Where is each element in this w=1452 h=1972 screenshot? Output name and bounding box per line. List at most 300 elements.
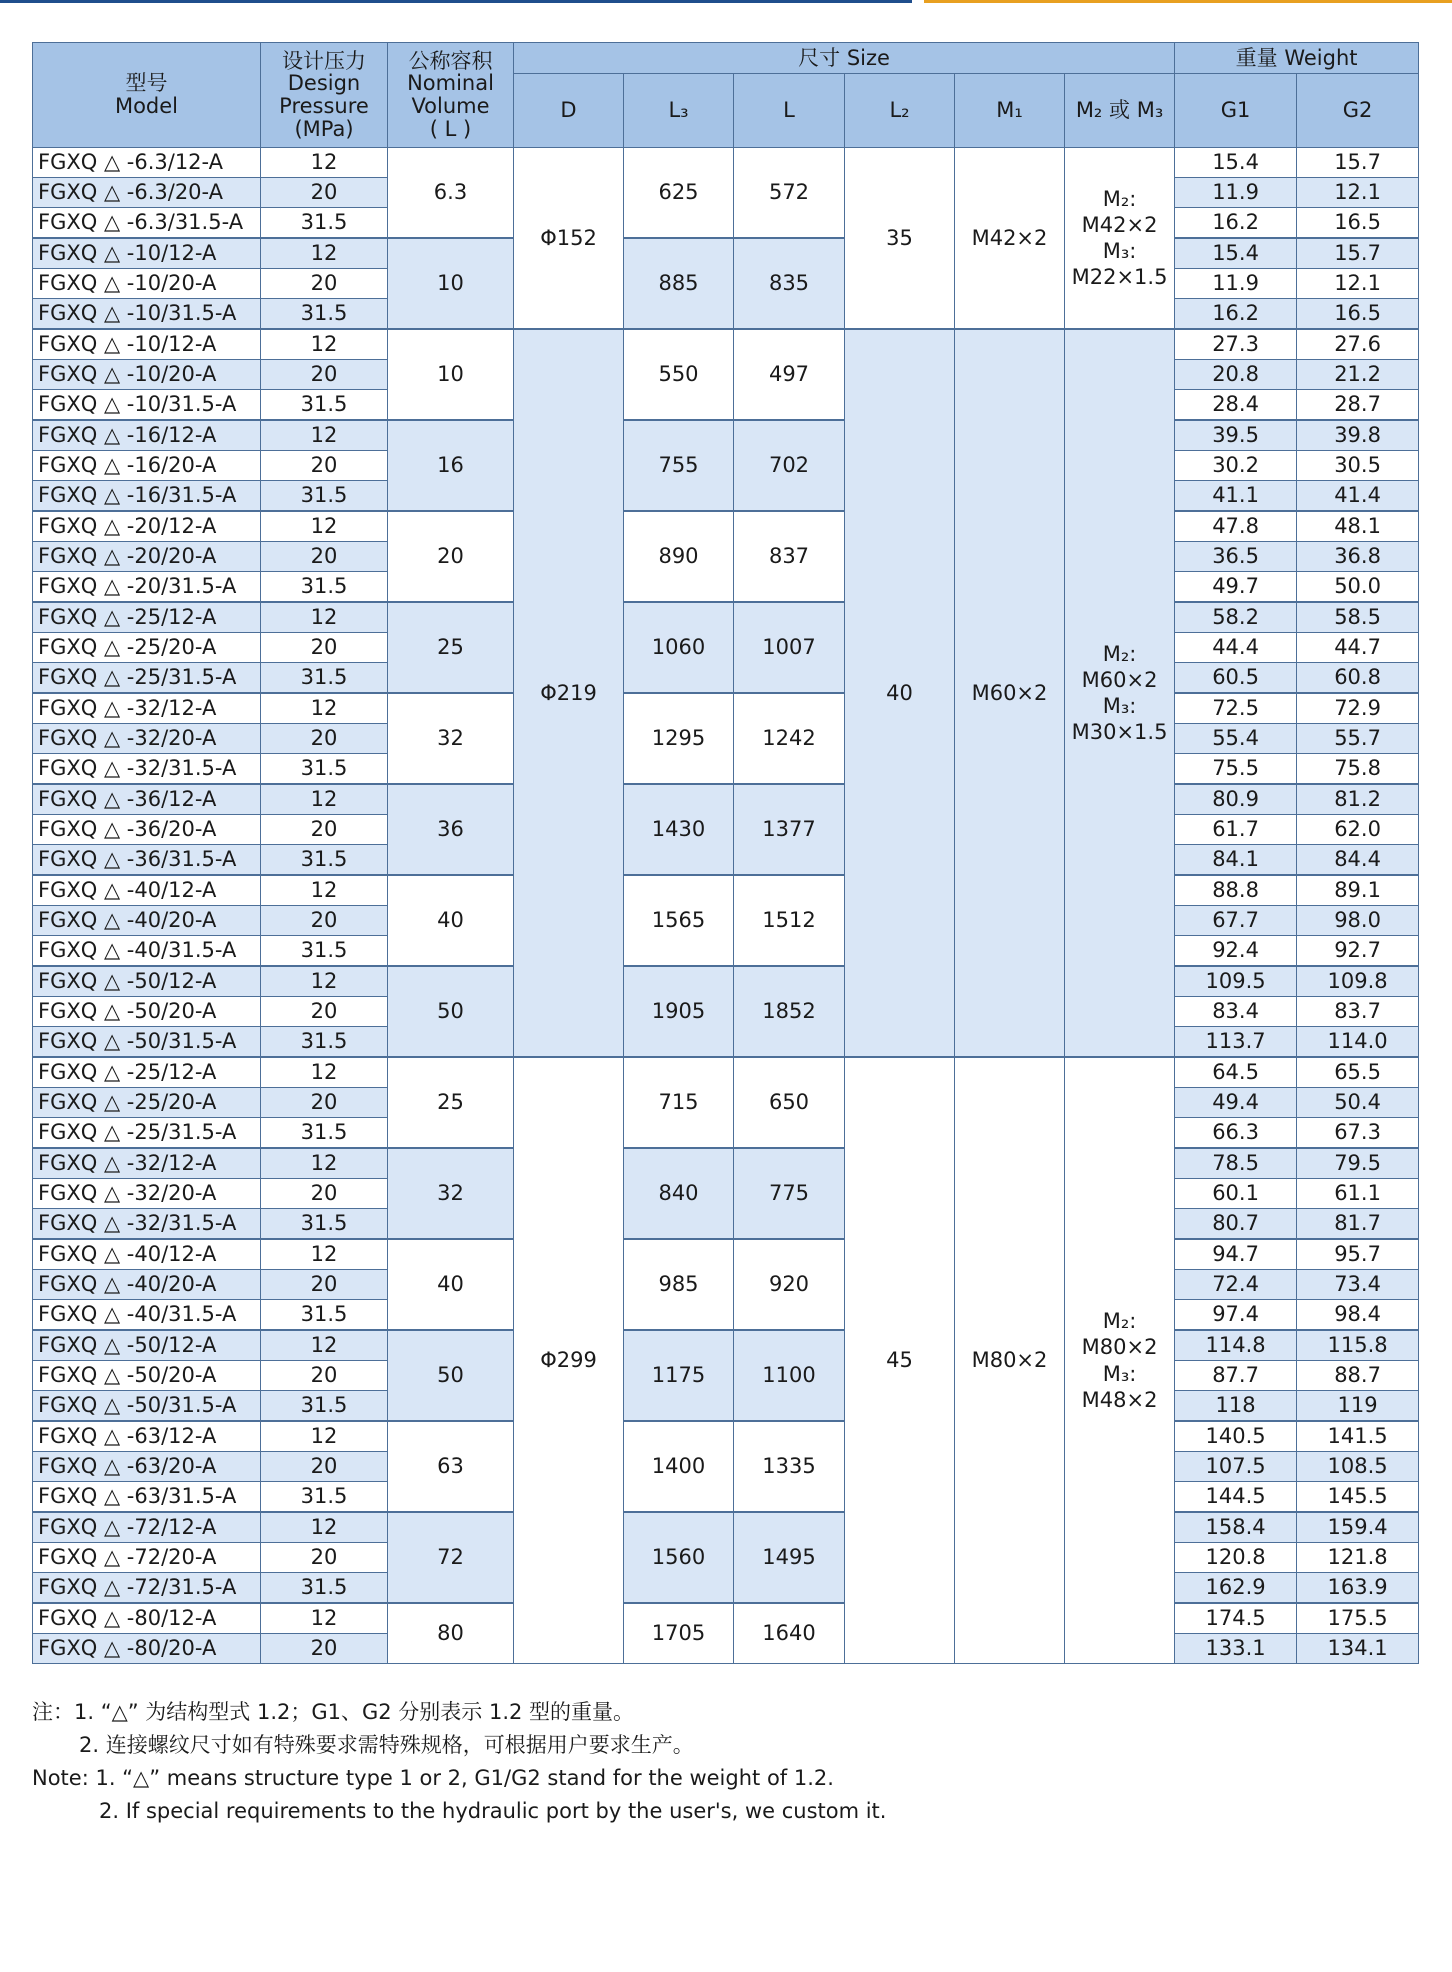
g2-cell: 75.8 (1297, 754, 1419, 785)
g2-cell: 72.9 (1297, 693, 1419, 724)
g2-cell: 41.4 (1297, 481, 1419, 512)
volume-cell: 63 (388, 1421, 514, 1512)
table-row (33, 238, 1419, 269)
volume-cell: 6.3 (388, 148, 514, 239)
model-cell: FGXQ △ -25/12-A (33, 1057, 261, 1088)
g1-cell: 97.4 (1175, 1300, 1297, 1331)
volume-cell: 50 (388, 966, 514, 1057)
g2-cell: 67.3 (1297, 1118, 1419, 1149)
l3-cell: 1430 (624, 784, 734, 875)
model-cell: FGXQ △ -10/12-A (33, 238, 261, 269)
pressure-cell: 12 (261, 1239, 388, 1270)
note-cn-1: 注：1. “△” 为结构型式 1.2；G1、G2 分别表示 1.2 型的重量。 (32, 1700, 635, 1724)
pressure-cell: 12 (261, 329, 388, 360)
table-row (33, 1148, 1419, 1179)
l-cell: 835 (734, 238, 845, 329)
pressure-cell: 12 (261, 966, 388, 997)
pressure-cell: 20 (261, 815, 388, 845)
table-row (33, 511, 1419, 542)
m2-m3-cell (1065, 148, 1175, 330)
pressure-cell: 20 (261, 997, 388, 1027)
pressure-cell: 12 (261, 784, 388, 815)
l-cell: 837 (734, 511, 845, 602)
m2-m3-line: M80×2 (1081, 1335, 1158, 1360)
pressure-cell: 20 (261, 542, 388, 572)
g2-cell: 109.8 (1297, 966, 1419, 997)
model-cell: FGXQ △ -16/20-A (33, 451, 261, 481)
pressure-cell: 31.5 (261, 299, 388, 330)
m2-m3-line: M₃: (1102, 694, 1137, 718)
model-cell: FGXQ △ -10/20-A (33, 269, 261, 299)
l-cell: 920 (734, 1239, 845, 1330)
g2-cell: 83.7 (1297, 997, 1419, 1027)
table-row (33, 148, 1419, 178)
pressure-cell: 31.5 (261, 754, 388, 785)
l-cell: 775 (734, 1148, 845, 1239)
model-cell: FGXQ △ -25/31.5-A (33, 1118, 261, 1149)
table-row (33, 1239, 1419, 1270)
m1-cell: M42×2 (955, 148, 1065, 330)
model-cell: FGXQ △ -50/12-A (33, 966, 261, 997)
l3-cell: 1905 (624, 966, 734, 1057)
l-cell: 1495 (734, 1512, 845, 1603)
model-cell: FGXQ △ -50/20-A (33, 997, 261, 1027)
volume-cell: 36 (388, 784, 514, 875)
header-size-group: 尺寸 Size (514, 43, 1175, 74)
m2-m3-line: M42×2 (1081, 212, 1158, 237)
pressure-cell: 12 (261, 238, 388, 269)
g2-cell: 39.8 (1297, 420, 1419, 451)
g1-cell: 64.5 (1175, 1057, 1297, 1088)
g2-cell: 159.4 (1297, 1512, 1419, 1543)
model-cell: FGXQ △ -32/31.5-A (33, 1209, 261, 1240)
m2-m3-line: M48×2 (1081, 1387, 1158, 1412)
m1-cell: M60×2 (955, 329, 1065, 1057)
l3-cell: 550 (624, 329, 734, 420)
model-cell: FGXQ △ -80/12-A (33, 1603, 261, 1634)
g2-cell: 28.7 (1297, 390, 1419, 421)
g2-cell: 141.5 (1297, 1421, 1419, 1452)
g1-cell: 36.5 (1175, 542, 1297, 572)
g2-cell: 89.1 (1297, 875, 1419, 906)
g1-cell: 15.4 (1175, 238, 1297, 269)
g1-cell: 158.4 (1175, 1512, 1297, 1543)
table-row (33, 966, 1419, 997)
pressure-cell: 31.5 (261, 390, 388, 421)
header-model: 型号 Model (33, 43, 261, 148)
model-cell: FGXQ △ -32/12-A (33, 1148, 261, 1179)
model-cell: FGXQ △ -50/20-A (33, 1361, 261, 1391)
pressure-cell: 20 (261, 451, 388, 481)
pressure-cell: 12 (261, 1148, 388, 1179)
l-cell: 572 (734, 148, 845, 239)
l3-cell: 1295 (624, 693, 734, 784)
m2-m3-line: M30×1.5 (1071, 720, 1168, 745)
accumulator-spec-table (32, 42, 1419, 1664)
g1-cell: 16.2 (1175, 208, 1297, 239)
pressure-cell: 31.5 (261, 1209, 388, 1240)
header-weight-group: 重量 Weight (1175, 43, 1419, 74)
table-row (33, 1421, 1419, 1452)
l2-cell: 35 (845, 148, 955, 330)
pressure-cell: 20 (261, 633, 388, 663)
pressure-cell: 20 (261, 724, 388, 754)
g1-cell: 113.7 (1175, 1027, 1297, 1058)
pressure-cell: 31.5 (261, 208, 388, 239)
table-row (33, 329, 1419, 360)
model-cell: FGXQ △ -32/31.5-A (33, 754, 261, 785)
l-cell: 1377 (734, 784, 845, 875)
g2-cell: 27.6 (1297, 329, 1419, 360)
model-cell: FGXQ △ -80/20-A (33, 1634, 261, 1664)
pressure-cell: 31.5 (261, 1118, 388, 1149)
g2-cell: 119 (1297, 1391, 1419, 1422)
pressure-cell: 12 (261, 1057, 388, 1088)
model-cell: FGXQ △ -25/20-A (33, 633, 261, 663)
pressure-cell: 20 (261, 1179, 388, 1209)
model-cell: FGXQ △ -10/31.5-A (33, 299, 261, 330)
g1-cell: 58.2 (1175, 602, 1297, 633)
model-cell: FGXQ △ -25/12-A (33, 602, 261, 633)
l-cell: 1007 (734, 602, 845, 693)
volume-cell: 25 (388, 602, 514, 693)
pressure-cell: 12 (261, 1421, 388, 1452)
g1-cell: 20.8 (1175, 360, 1297, 390)
g2-cell: 175.5 (1297, 1603, 1419, 1634)
g1-cell: 144.5 (1175, 1482, 1297, 1513)
header-m1: M₁ (955, 74, 1065, 148)
g2-cell: 44.7 (1297, 633, 1419, 663)
g1-cell: 41.1 (1175, 481, 1297, 512)
g1-cell: 114.8 (1175, 1330, 1297, 1361)
volume-cell: 32 (388, 693, 514, 784)
m2-m3-line: M₂: (1102, 186, 1137, 211)
table-row (33, 693, 1419, 724)
g1-cell: 75.5 (1175, 754, 1297, 785)
m1-cell: M80×2 (955, 1057, 1065, 1664)
l3-cell: 985 (624, 1239, 734, 1330)
header-l: L (734, 74, 845, 148)
g2-cell: 16.5 (1297, 299, 1419, 330)
model-cell: FGXQ △ -10/20-A (33, 360, 261, 390)
g2-cell: 81.2 (1297, 784, 1419, 815)
top-accent-bar-blue (0, 0, 912, 3)
pressure-cell: 31.5 (261, 845, 388, 876)
pressure-cell: 12 (261, 693, 388, 724)
volume-cell: 20 (388, 511, 514, 602)
pressure-cell: 31.5 (261, 663, 388, 694)
l-cell: 1852 (734, 966, 845, 1057)
g2-cell: 163.9 (1297, 1573, 1419, 1604)
model-cell: FGXQ △ -10/12-A (33, 329, 261, 360)
m2-m3-cell (1065, 1057, 1175, 1664)
g2-cell: 73.4 (1297, 1270, 1419, 1300)
notes-section (32, 1696, 886, 1828)
model-cell: FGXQ △ -72/20-A (33, 1543, 261, 1573)
g2-cell: 79.5 (1297, 1148, 1419, 1179)
g1-cell: 80.9 (1175, 784, 1297, 815)
g1-cell: 84.1 (1175, 845, 1297, 876)
g1-cell: 83.4 (1175, 997, 1297, 1027)
model-cell: FGXQ △ -72/31.5-A (33, 1573, 261, 1604)
g2-cell: 61.1 (1297, 1179, 1419, 1209)
model-cell: FGXQ △ -32/20-A (33, 724, 261, 754)
pressure-cell: 12 (261, 148, 388, 178)
g1-cell: 92.4 (1175, 936, 1297, 967)
g1-cell: 118 (1175, 1391, 1297, 1422)
g2-cell: 15.7 (1297, 238, 1419, 269)
g1-cell: 55.4 (1175, 724, 1297, 754)
pressure-cell: 20 (261, 360, 388, 390)
g2-cell: 50.0 (1297, 572, 1419, 603)
g2-cell: 98.0 (1297, 906, 1419, 936)
header-l3: L₃ (624, 74, 734, 148)
table-row (33, 875, 1419, 906)
volume-cell: 72 (388, 1512, 514, 1603)
table-row (33, 1603, 1419, 1634)
l-cell: 497 (734, 329, 845, 420)
g2-cell: 145.5 (1297, 1482, 1419, 1513)
model-cell: FGXQ △ -10/31.5-A (33, 390, 261, 421)
volume-cell: 32 (388, 1148, 514, 1239)
model-cell: FGXQ △ -50/12-A (33, 1330, 261, 1361)
l3-cell: 840 (624, 1148, 734, 1239)
l2-cell: 40 (845, 329, 955, 1057)
g1-cell: 87.7 (1175, 1361, 1297, 1391)
l-cell: 1335 (734, 1421, 845, 1512)
header-g1: G1 (1175, 74, 1297, 148)
pressure-cell: 20 (261, 906, 388, 936)
g2-cell: 95.7 (1297, 1239, 1419, 1270)
table-body (33, 148, 1419, 1664)
pressure-cell: 31.5 (261, 936, 388, 967)
table-row (33, 1512, 1419, 1543)
diameter-cell: Φ299 (514, 1057, 624, 1664)
model-cell: FGXQ △ -63/31.5-A (33, 1482, 261, 1513)
model-cell: FGXQ △ -36/12-A (33, 784, 261, 815)
volume-cell: 10 (388, 329, 514, 420)
g1-cell: 72.5 (1175, 693, 1297, 724)
g1-cell: 39.5 (1175, 420, 1297, 451)
l-cell: 702 (734, 420, 845, 511)
model-cell: FGXQ △ -25/31.5-A (33, 663, 261, 694)
volume-cell: 16 (388, 420, 514, 511)
model-cell: FGXQ △ -63/20-A (33, 1452, 261, 1482)
volume-cell: 50 (388, 1330, 514, 1421)
g1-cell: 49.7 (1175, 572, 1297, 603)
model-cell: FGXQ △ -25/20-A (33, 1088, 261, 1118)
top-accent-bar-orange (924, 0, 1452, 3)
note-cn-2: 2. 连接螺纹尺寸如有特殊要求需特殊规格，可根据用户要求生产。 (79, 1733, 694, 1757)
l-cell: 1242 (734, 693, 845, 784)
pressure-cell: 20 (261, 1543, 388, 1573)
g2-cell: 115.8 (1297, 1330, 1419, 1361)
pressure-cell: 31.5 (261, 1482, 388, 1513)
volume-cell: 25 (388, 1057, 514, 1148)
g2-cell: 81.7 (1297, 1209, 1419, 1240)
g2-cell: 92.7 (1297, 936, 1419, 967)
g1-cell: 107.5 (1175, 1452, 1297, 1482)
g1-cell: 27.3 (1175, 329, 1297, 360)
g1-cell: 16.2 (1175, 299, 1297, 330)
g1-cell: 174.5 (1175, 1603, 1297, 1634)
model-cell: FGXQ △ -32/12-A (33, 693, 261, 724)
g2-cell: 121.8 (1297, 1543, 1419, 1573)
g2-cell: 12.1 (1297, 269, 1419, 299)
g2-cell: 84.4 (1297, 845, 1419, 876)
diameter-cell: Φ219 (514, 329, 624, 1057)
g2-cell: 134.1 (1297, 1634, 1419, 1664)
l3-cell: 625 (624, 148, 734, 239)
g2-cell: 36.8 (1297, 542, 1419, 572)
pressure-cell: 20 (261, 1361, 388, 1391)
model-cell: FGXQ △ -72/12-A (33, 1512, 261, 1543)
g1-cell: 162.9 (1175, 1573, 1297, 1604)
l-cell: 1100 (734, 1330, 845, 1421)
m2-m3-line: M₃: (1102, 239, 1137, 263)
model-cell: FGXQ △ -32/20-A (33, 1179, 261, 1209)
l2-cell: 45 (845, 1057, 955, 1664)
l3-cell: 1565 (624, 875, 734, 966)
g1-cell: 15.4 (1175, 148, 1297, 178)
m2-m3-line: M22×1.5 (1071, 265, 1168, 290)
m2-m3-line: M₂: (1102, 641, 1137, 666)
pressure-cell: 12 (261, 420, 388, 451)
g2-cell: 21.2 (1297, 360, 1419, 390)
pressure-cell: 31.5 (261, 1573, 388, 1604)
pressure-cell: 20 (261, 178, 388, 208)
pressure-cell: 31.5 (261, 572, 388, 603)
m2-m3-line: M₂: (1102, 1309, 1137, 1333)
g2-cell: 50.4 (1297, 1088, 1419, 1118)
l3-cell: 1060 (624, 602, 734, 693)
l-cell: 1512 (734, 875, 845, 966)
g2-cell: 15.7 (1297, 148, 1419, 178)
pressure-cell: 12 (261, 511, 388, 542)
l3-cell: 715 (624, 1057, 734, 1148)
g2-cell: 12.1 (1297, 178, 1419, 208)
pressure-cell: 31.5 (261, 481, 388, 512)
g1-cell: 88.8 (1175, 875, 1297, 906)
g2-cell: 58.5 (1297, 602, 1419, 633)
g1-cell: 60.5 (1175, 663, 1297, 694)
table-row (33, 1057, 1419, 1088)
volume-cell: 80 (388, 1603, 514, 1664)
note-en-2: 2. If special requirements to the hydraulic port by the user's, we custom it. (99, 1799, 887, 1823)
header-design-pressure: 设计压力 Design Pressure (MPa) (261, 43, 388, 148)
g1-cell: 60.1 (1175, 1179, 1297, 1209)
model-cell: FGXQ △ -20/12-A (33, 511, 261, 542)
g1-cell: 133.1 (1175, 1634, 1297, 1664)
g1-cell: 61.7 (1175, 815, 1297, 845)
model-cell: FGXQ △ -40/20-A (33, 1270, 261, 1300)
g2-cell: 62.0 (1297, 815, 1419, 845)
g1-cell: 11.9 (1175, 269, 1297, 299)
g1-cell: 80.7 (1175, 1209, 1297, 1240)
model-cell: FGXQ △ -6.3/20-A (33, 178, 261, 208)
l3-cell: 1560 (624, 1512, 734, 1603)
model-cell: FGXQ △ -40/31.5-A (33, 936, 261, 967)
model-cell: FGXQ △ -36/31.5-A (33, 845, 261, 876)
g1-cell: 47.8 (1175, 511, 1297, 542)
l3-cell: 1175 (624, 1330, 734, 1421)
pressure-cell: 12 (261, 1330, 388, 1361)
volume-cell: 10 (388, 238, 514, 329)
g1-cell: 28.4 (1175, 390, 1297, 421)
diameter-cell: Φ152 (514, 148, 624, 330)
model-cell: FGXQ △ -20/20-A (33, 542, 261, 572)
model-cell: FGXQ △ -40/12-A (33, 1239, 261, 1270)
l-cell: 1640 (734, 1603, 845, 1664)
model-cell: FGXQ △ -40/31.5-A (33, 1300, 261, 1331)
pressure-cell: 31.5 (261, 1300, 388, 1331)
g2-cell: 60.8 (1297, 663, 1419, 694)
g1-cell: 49.4 (1175, 1088, 1297, 1118)
header-d: D (514, 74, 624, 148)
g1-cell: 44.4 (1175, 633, 1297, 663)
pressure-cell: 20 (261, 1452, 388, 1482)
table-row (33, 602, 1419, 633)
model-cell: FGXQ △ -40/12-A (33, 875, 261, 906)
g2-cell: 16.5 (1297, 208, 1419, 239)
g1-cell: 140.5 (1175, 1421, 1297, 1452)
pressure-cell: 12 (261, 602, 388, 633)
g2-cell: 114.0 (1297, 1027, 1419, 1058)
pressure-cell: 20 (261, 1270, 388, 1300)
g2-cell: 48.1 (1297, 511, 1419, 542)
note-en-1: Note: 1. “△” means structure type 1 or 2, G1/G2 stand for the weight of 1.2. (32, 1766, 834, 1790)
pressure-cell: 20 (261, 269, 388, 299)
m2-m3-line: M₃: (1102, 1361, 1137, 1386)
g1-cell: 72.4 (1175, 1270, 1297, 1300)
l3-cell: 1400 (624, 1421, 734, 1512)
model-cell: FGXQ △ -16/12-A (33, 420, 261, 451)
volume-cell: 40 (388, 1239, 514, 1330)
pressure-cell: 12 (261, 1512, 388, 1543)
m2-m3-line: M60×2 (1081, 667, 1158, 692)
table-row (33, 784, 1419, 815)
g2-cell: 30.5 (1297, 451, 1419, 481)
model-cell: FGXQ △ -6.3/31.5-A (33, 208, 261, 239)
pressure-cell: 12 (261, 1603, 388, 1634)
model-cell: FGXQ △ -20/31.5-A (33, 572, 261, 603)
g1-cell: 30.2 (1175, 451, 1297, 481)
model-cell: FGXQ △ -36/20-A (33, 815, 261, 845)
pressure-cell: 31.5 (261, 1391, 388, 1422)
pressure-cell: 31.5 (261, 1027, 388, 1058)
l3-cell: 890 (624, 511, 734, 602)
volume-cell: 40 (388, 875, 514, 966)
header-l2: L₂ (845, 74, 955, 148)
model-cell: FGXQ △ -6.3/12-A (33, 148, 261, 178)
l3-cell: 885 (624, 238, 734, 329)
g1-cell: 120.8 (1175, 1543, 1297, 1573)
g2-cell: 108.5 (1297, 1452, 1419, 1482)
model-cell: FGXQ △ -63/12-A (33, 1421, 261, 1452)
pressure-cell: 12 (261, 875, 388, 906)
g1-cell: 94.7 (1175, 1239, 1297, 1270)
m2-m3-cell (1065, 329, 1175, 1057)
g1-cell: 11.9 (1175, 178, 1297, 208)
g2-cell: 98.4 (1297, 1300, 1419, 1331)
header-g2: G2 (1297, 74, 1419, 148)
g1-cell: 109.5 (1175, 966, 1297, 997)
model-cell: FGXQ △ -50/31.5-A (33, 1027, 261, 1058)
model-cell: FGXQ △ -50/31.5-A (33, 1391, 261, 1422)
table-row (33, 1330, 1419, 1361)
l3-cell: 1705 (624, 1603, 734, 1664)
g1-cell: 78.5 (1175, 1148, 1297, 1179)
